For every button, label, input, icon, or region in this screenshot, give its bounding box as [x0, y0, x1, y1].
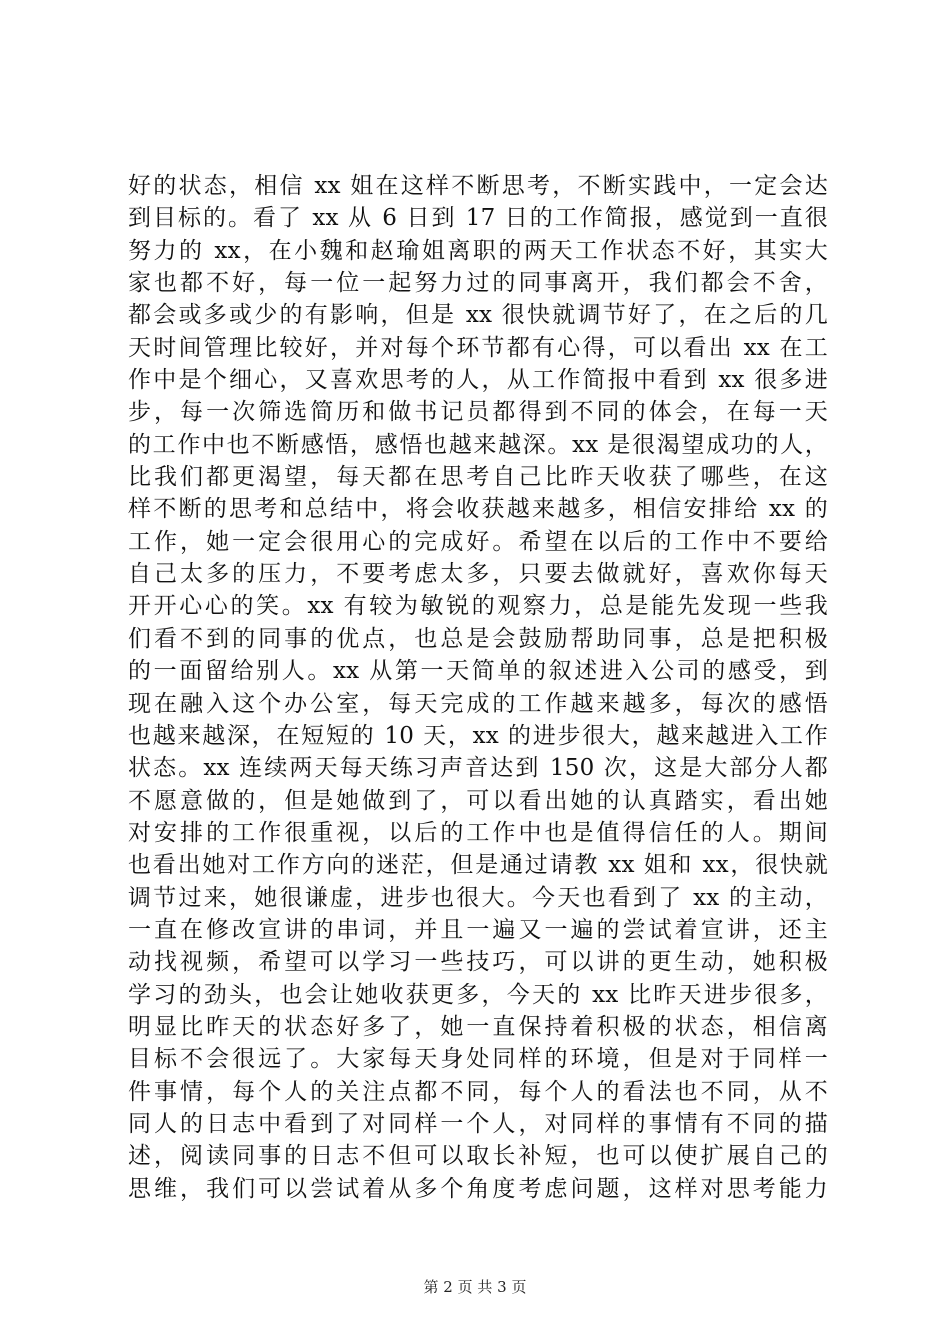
text-line: 一直在修改宣讲的串词，并且一遍又一遍的尝试着宣讲，还主	[128, 916, 828, 943]
text-line: 到目标的。看了 xx 从 6 日到 17 日的工作简报，感觉到一直很	[128, 205, 828, 232]
text-line: 也看出她对工作方向的迷茫，但是通过请教 xx 姐和 xx，很快就	[128, 852, 828, 879]
text-line: 好的状态，相信 xx 姐在这样不断思考，不断实践中，一定会达	[128, 173, 828, 199]
text-line: 思维，我们可以尝试着从多个角度考虑问题，这样对思考能力	[128, 1175, 828, 1202]
text-line: 作中是个细心，又喜欢思考的人，从工作简报中看到 xx 很多进	[128, 367, 828, 394]
text-line: 都会或多或少的有影响，但是 xx 很快就调节好了，在之后的几	[128, 302, 828, 329]
body-text	[128, 170, 828, 1205]
text-line: 述，阅读同事的日志不但可以取长补短，也可以使扩展自己的	[128, 1143, 828, 1170]
text-line: 的工作中也不断感悟，感悟也越来越深。xx 是很渴望成功的人，	[128, 431, 828, 458]
text-line: 不愿意做的，但是她做到了，可以看出她的认真踏实，看出她	[128, 787, 828, 814]
text-line: 现在融入这个办公室，每天完成的工作越来越多，每次的感悟	[128, 690, 828, 717]
text-line: 明显比昨天的状态好多了，她一直保持着积极的状态，相信离	[128, 1013, 828, 1040]
text-line: 比我们都更渴望，每天都在思考自己比昨天收获了哪些，在这	[128, 464, 828, 491]
page-footer: 第 2 页 共 3 页	[423, 1278, 527, 1296]
text-line: 学习的劲头，也会让她收获更多，今天的 xx 比昨天进步很多，	[128, 981, 828, 1008]
text-line: 步，每一次筛选简历和做书记员都得到不同的体会，在每一天	[128, 399, 828, 426]
text-line: 家也都不好，每一位一起努力过的同事离开，我们都会不舍，	[128, 270, 828, 297]
text-line: 同人的日志中看到了对同样一个人，对同样的事情有不同的描	[128, 1110, 828, 1137]
text-line: 的一面留给别人。xx 从第一天简单的叙述进入公司的感受，到	[128, 658, 828, 685]
text-line: 开开心心的笑。xx 有较为敏锐的观察力，总是能先发现一些我	[128, 593, 828, 620]
text-line: 动找视频，希望可以学习一些技巧，可以讲的更生动，她积极	[128, 949, 828, 976]
text-line: 天时间管理比较好，并对每个环节都有心得，可以看出 xx 在工	[128, 334, 828, 361]
text-line: 们看不到的同事的优点，也总是会鼓励帮助同事，总是把积极	[128, 625, 828, 652]
text-line: 也越来越深，在短短的 10 天，xx 的进步很大，越来越进入工作	[128, 722, 828, 749]
text-line: 自己太多的压力，不要考虑太多，只要去做就好，喜欢你每天	[128, 561, 828, 588]
text-line: 样不断的思考和总结中，将会收获越来越多，相信安排给 xx 的	[128, 496, 828, 523]
text-line: 工作，她一定会很用心的完成好。希望在以后的工作中不要给	[128, 528, 828, 555]
text-line: 调节过来，她很谦虚，进步也很大。今天也看到了 xx 的主动，	[128, 884, 828, 911]
text-line: 件事情，每个人的关注点都不同，每个人的看法也不同，从不	[128, 1078, 828, 1105]
text-line: 对安排的工作很重视，以后的工作中也是值得信任的人。期间	[128, 819, 828, 846]
text-line: 目标不会很远了。大家每天身处同样的环境，但是对于同样一	[128, 1046, 828, 1073]
text-line: 努力的 xx，在小魏和赵瑜姐离职的两天工作状态不好，其实大	[128, 237, 828, 264]
text-line: 状态。xx 连续两天每天练习声音达到 150 次，这是大部分人都	[128, 755, 828, 782]
